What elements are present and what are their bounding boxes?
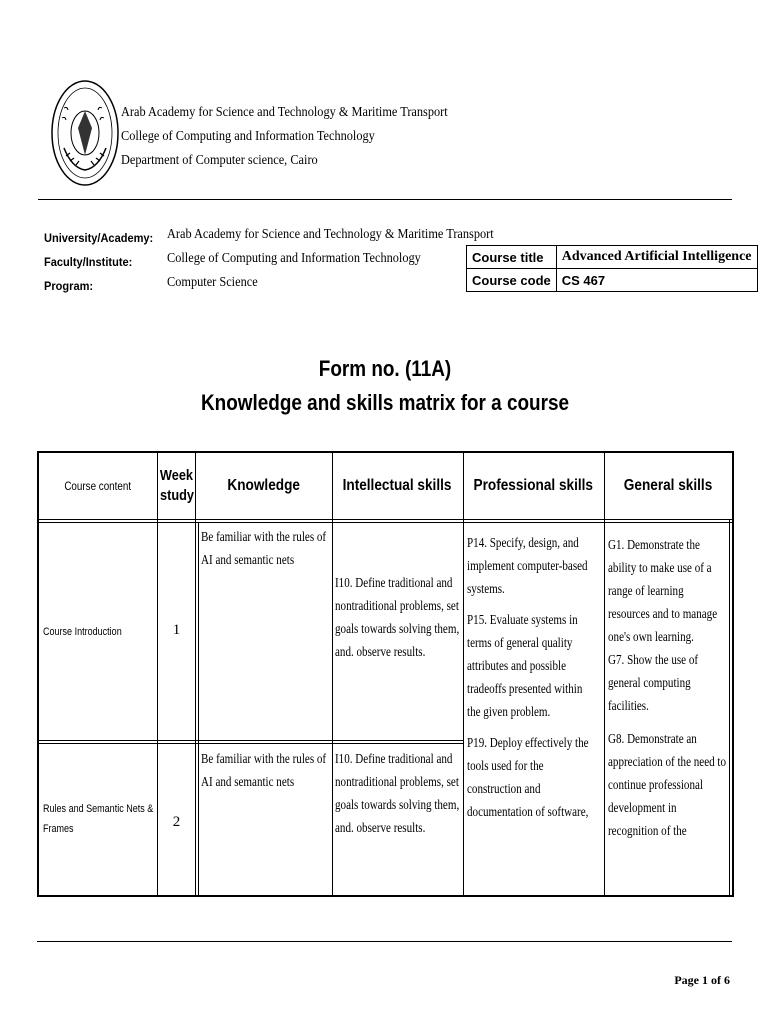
header-knowledge-label: Knowledge bbox=[227, 477, 301, 494]
header-course-content-label: Course content bbox=[64, 479, 132, 493]
professional-line: documentation of software, bbox=[467, 804, 589, 819]
row1-intellectual-line: goals towards solving them, bbox=[335, 621, 460, 636]
grid-col-line-double bbox=[729, 519, 730, 897]
row2-knowledge bbox=[201, 747, 332, 793]
university-value: Arab Academy for Science and Technology & Maritime Transport bbox=[167, 227, 494, 242]
header-professional bbox=[463, 453, 604, 519]
form-number: Form no. (11A) bbox=[318, 356, 452, 381]
header-week-line1: Week bbox=[159, 467, 194, 484]
professional-line: P14. Specify, design, and bbox=[467, 535, 579, 550]
general-line: G7. Show the use of bbox=[608, 652, 699, 667]
row1-intellectual-line: nontraditional problems, set bbox=[335, 598, 459, 613]
general-line: range of learning bbox=[608, 583, 684, 598]
faculty-value: College of Computing and Information Technology bbox=[167, 251, 421, 266]
row2-knowledge-line: Be familiar with the rules of bbox=[201, 751, 327, 766]
professional-line: terms of general quality bbox=[467, 635, 573, 650]
header-department: Department of Computer science, Cairo bbox=[121, 153, 318, 168]
general-line: appreciation of the need to bbox=[608, 754, 727, 769]
professional-line: P19. Deploy effectively the bbox=[467, 735, 589, 750]
row2-week: 2 bbox=[172, 814, 181, 830]
faculty-label: Faculty/Institute: bbox=[44, 255, 133, 269]
header-intellectual bbox=[332, 453, 463, 519]
row2-intellectual-line: and. observe results. bbox=[335, 820, 426, 835]
row2-content-line: Rules and Semantic Nets & bbox=[43, 803, 154, 815]
course-title-label: Course title bbox=[467, 246, 557, 269]
course-info-box bbox=[466, 245, 758, 292]
general-line: facilities. bbox=[608, 698, 649, 713]
form-subtitle: Knowledge and skills matrix for a course bbox=[201, 390, 569, 415]
general-skills-cell bbox=[608, 533, 727, 842]
skills-matrix bbox=[37, 451, 734, 897]
row1-course-content bbox=[43, 621, 139, 644]
program-label: Program: bbox=[44, 279, 94, 293]
professional-line: construction and bbox=[467, 781, 541, 796]
university-label: University/Academy: bbox=[44, 231, 154, 245]
header-professional-label: Professional skills bbox=[473, 477, 594, 494]
header-general-label: General skills bbox=[623, 477, 713, 494]
course-title-value: Advanced Artificial Intelligence bbox=[556, 246, 757, 269]
general-line: ability to make use of a bbox=[608, 560, 712, 575]
header-divider bbox=[38, 199, 732, 200]
general-line: general computing bbox=[608, 675, 691, 690]
general-line: one's own learning. bbox=[608, 629, 694, 644]
grid-col-line bbox=[604, 453, 605, 897]
header-bottom-border bbox=[39, 519, 732, 520]
program-value: Computer Science bbox=[167, 275, 258, 290]
grid-col-line bbox=[332, 453, 333, 897]
general-line: resources and to manage bbox=[608, 606, 718, 621]
professional-line: P15. Evaluate systems in bbox=[467, 612, 578, 627]
professional-line: implement computer-based bbox=[467, 558, 588, 573]
row2-intellectual-line: I10. Define traditional and bbox=[335, 751, 453, 766]
row2-intellectual bbox=[335, 747, 462, 839]
general-line: G1. Demonstrate the bbox=[608, 537, 700, 552]
grid-col-line bbox=[463, 453, 464, 897]
header-academy: Arab Academy for Science and Technology & Maritime Transport bbox=[121, 105, 448, 120]
row1-intellectual bbox=[335, 571, 462, 663]
professional-line: systems. bbox=[467, 581, 505, 596]
row1-knowledge-line: AI and semantic nets bbox=[201, 552, 295, 567]
row-divider-double bbox=[39, 743, 463, 744]
academy-seal-logo bbox=[50, 78, 120, 188]
row2-knowledge-line: AI and semantic nets bbox=[201, 774, 295, 789]
general-line: recognition of the bbox=[608, 823, 687, 838]
institution-header bbox=[121, 101, 492, 173]
row1-knowledge bbox=[201, 525, 332, 571]
row1-knowledge-line: Be familiar with the rules of bbox=[201, 529, 327, 544]
grid-col-line-double bbox=[198, 522, 199, 897]
header-college: College of Computing and Information Technology bbox=[121, 129, 375, 144]
row-divider bbox=[39, 740, 463, 741]
professional-line: attributes and possible bbox=[467, 658, 567, 673]
row1-intellectual-line: I10. Define traditional and bbox=[335, 575, 453, 590]
row2-intellectual-line: goals towards solving them, bbox=[335, 797, 460, 812]
header-knowledge bbox=[196, 453, 332, 519]
row1-content-label: Course Introduction bbox=[43, 626, 122, 638]
course-code-label: Course code bbox=[467, 269, 557, 292]
general-line: continue professional bbox=[608, 777, 704, 792]
course-code-value: CS 467 bbox=[556, 269, 757, 292]
header-course-content bbox=[39, 453, 157, 519]
header-bottom-border-double bbox=[39, 522, 732, 523]
professional-line: the given problem. bbox=[467, 704, 551, 719]
professional-line: tradeoffs presented within bbox=[467, 681, 583, 696]
form-title bbox=[0, 352, 770, 420]
header-week-study bbox=[157, 453, 196, 519]
page-number: Page 1 of 6 bbox=[674, 973, 730, 987]
footer-divider bbox=[37, 941, 732, 942]
info-labels bbox=[44, 226, 163, 298]
header-intellectual-label: Intellectual skills bbox=[343, 477, 452, 494]
general-line: development in bbox=[608, 800, 677, 815]
row1-week: 1 bbox=[172, 622, 181, 638]
row2-intellectual-line: nontraditional problems, set bbox=[335, 774, 459, 789]
professional-line: tools used for the bbox=[467, 758, 544, 773]
header-general bbox=[604, 453, 732, 519]
row1-intellectual-line: and. observe results. bbox=[335, 644, 426, 659]
general-line: G8. Demonstrate an bbox=[608, 731, 697, 746]
header-week-line2: study bbox=[159, 487, 194, 504]
row2-content-line: Frames bbox=[43, 823, 74, 835]
professional-skills-cell bbox=[467, 531, 598, 823]
